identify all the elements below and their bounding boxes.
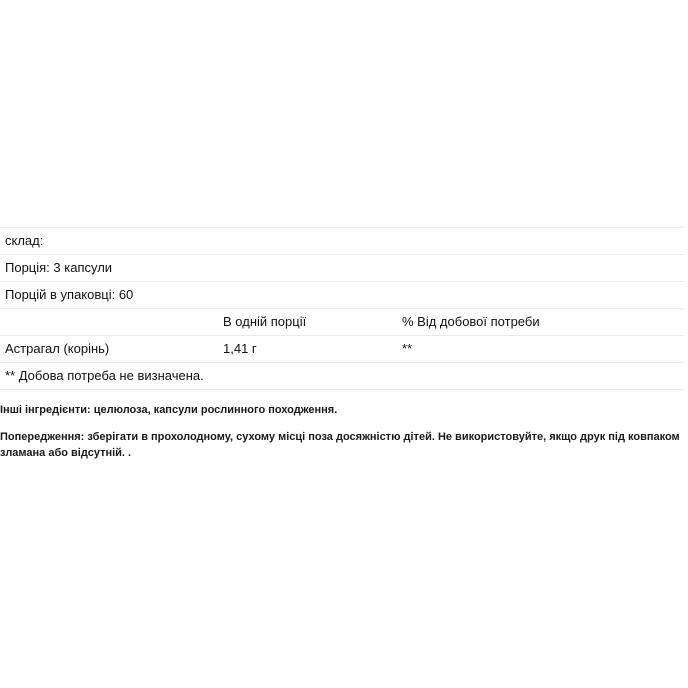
facts-heading: склад: [5, 233, 44, 248]
servings-per-container: Порцій в упаковці: 60 [5, 287, 134, 302]
serving-size: Порція: 3 капсули [5, 260, 113, 275]
ingredient-name: Астрагал (корінь) [5, 341, 110, 356]
footnote-row [0, 363, 684, 390]
ingredient-row [0, 336, 684, 363]
ingredient-amount: 1,41 г [223, 341, 257, 356]
servings-per-container-row [0, 282, 684, 309]
warning-note: Попередження: зберігати в прохолодному, сухому місці поза досяжністю дітей. Не використовуйте, якщо друк під ковпаком зламана або відсутній. . [0, 431, 680, 459]
column-header-row [0, 309, 684, 336]
other-ingredients-note: Інші інгредієнти: целюлоза, капсули рослинного походження. [0, 404, 338, 416]
daily-value-footnote: ** Добова потреба не визначена. [5, 368, 204, 383]
facts-heading-row [0, 228, 684, 255]
daily-value-header: % Від добової потреби [402, 314, 540, 329]
per-serving-header: В одній порції [223, 314, 307, 329]
serving-size-row [0, 255, 684, 282]
ingredient-daily-value: ** [402, 341, 413, 356]
supplement-facts-table [0, 227, 684, 390]
product-notes [0, 402, 686, 472]
